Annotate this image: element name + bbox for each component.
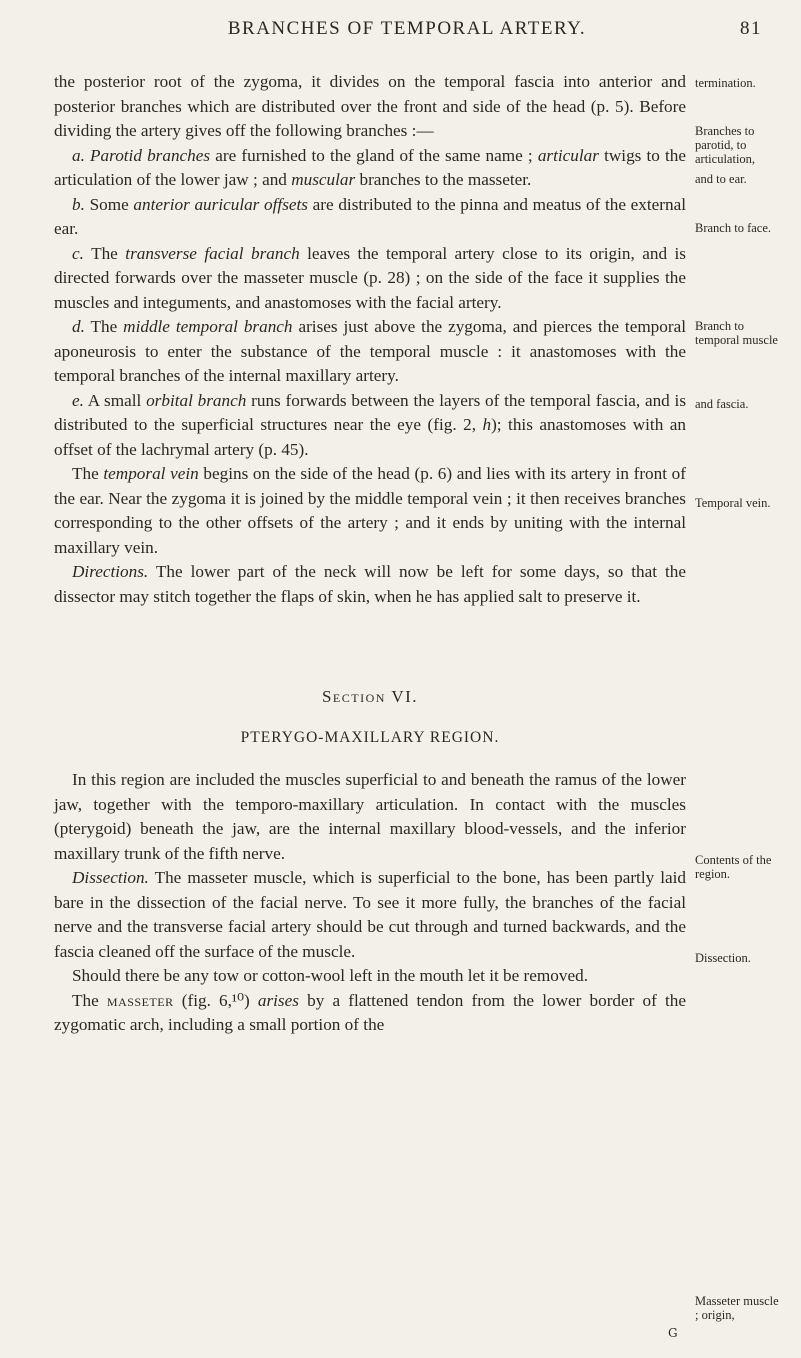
paragraph: the posterior root of the zygoma, it divides on the temporal fascia into anterior and posterior branches which are distributed over the front and side of the head (p. 5). Before dividing the artery gives off the following branches :— [54,72,686,140]
paragraph: Dissection. The masseter muscle, which is superficial to the bone, has been partly laid bare in the dissection of the facial nerve. To see it more fully, the branches of the facial nerve and the transverse facial artery should be cut through and turned backwards, and the fascia cleaned off the surface of the muscle. [54,868,686,961]
paragraph: d. The middle temporal branch arises just above the zygoma, and pierces the temporal aponeurosis to enter the substance of the temporal muscle : it anastomoses with the temporal branches of the internal maxillary artery. [54,317,687,385]
margin-note: Branch to face. [695,221,772,235]
section-subtitle: PTERYGO-MAXILLARY REGION. [240,728,500,746]
margin-note: Contents of the region. [695,853,772,881]
paragraph: a. Parotid branches are furnished to the gland of the same name ; articular twigs to the articulation of the lower jaw ; and muscular branches to the masseter. [54,145,687,189]
margin-note: Masseter muscle ; origin, [695,1294,779,1322]
body-text [54,70,686,1038]
paragraph: Should there be any tow or cotton-wool left in the mouth let it be removed. [72,966,588,985]
margin-note: Branches to parotid, to articulation, [695,124,756,166]
running-header [52,18,762,46]
paragraph: In this region are included the muscles superficial to and beneath the ramus of the lower jaw, together with the temporo-maxillary articulation. In contact with the muscles (pterygoid) beneath the jaw, are the internal maxillary blood-vessels, and the inferior maxillary trunk of the fifth nerve. [54,770,686,863]
paragraph: The masseter (fig. 6,¹⁰) arises by a flattened tendon from the lower border of the zygomatic arch, including a small portion of the [54,990,687,1034]
margin-note: and to ear. [695,172,747,186]
paragraph: The temporal vein begins on the side of the head (p. 6) and lies with its artery in front of the ear. Near the zygoma it is joined by the middle temporal vein ; it then receives branches corresponding to the other offsets of the artery ; and it ends by uniting with the internal maxillary vein. [54,464,686,557]
section-title: Section VI. [321,687,419,706]
paragraph: c. The transverse facial branch leaves the temporal artery close to its origin, and is directed forwards over the masseter muscle (p. 28) ; on the side of the face it supplies the muscles and integuments, and anastomoses with the facial artery. [54,243,686,312]
paragraph: e. A small orbital branch runs forwards between the layers of the temporal fascia, and is distributed to the superficial structures near the eye (fig. 2, h); this anastomoses with an offset of the lachrymal artery (p. 45). [54,390,687,459]
paragraph: Directions. The lower part of the neck will now be left for some days, so that the dissector may stitch together the flaps of skin, when he has applied salt to preserve it. [54,562,686,606]
margin-note: Dissection. [695,951,751,965]
margin-note: Branch to temporal muscle [695,319,778,347]
margin-note: Temporal vein. [695,496,771,510]
paragraph: b. Some anterior auricular offsets are distributed to the pinna and meatus of the external ear. [54,194,687,238]
margin-note: termination. [695,76,756,90]
signature-mark: G [668,1326,678,1340]
header-title: BRANCHES OF TEMPORAL ARTERY. [227,18,587,39]
margin-note: and fascia. [695,397,749,411]
page-number: 81 [740,18,762,39]
